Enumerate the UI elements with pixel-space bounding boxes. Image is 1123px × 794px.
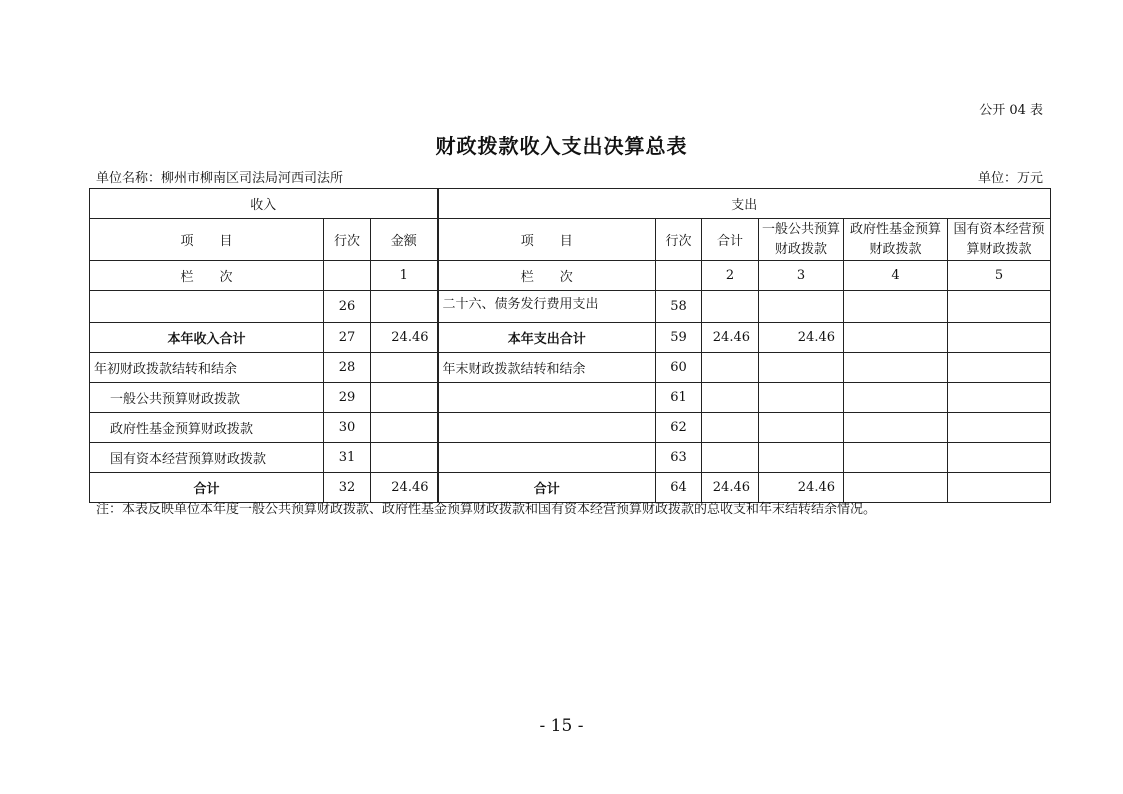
income-item: 一般公共预算财政拨款 <box>90 383 324 413</box>
income-item: 合计 <box>90 473 324 503</box>
income-item: 年初财政拨款结转和结余 <box>90 353 324 383</box>
income-row-no: 27 <box>324 323 371 353</box>
income-amount-header: 金额 <box>371 219 438 261</box>
income-item <box>90 291 324 323</box>
expense-gov-fund <box>844 413 948 443</box>
expense-general-budget <box>759 383 844 413</box>
income-amount: 24.46 <box>371 473 438 503</box>
expense-total: 24.46 <box>702 323 759 353</box>
expense-item: 本年支出合计 <box>438 323 656 353</box>
expense-row-no: 62 <box>656 413 702 443</box>
income-row-no: 30 <box>324 413 371 443</box>
expense-total-header: 合计 <box>702 219 759 261</box>
expense-total-index: 2 <box>702 261 759 291</box>
expense-column-index-label: 栏 次 <box>438 261 656 291</box>
expense-state-capital <box>948 383 1051 413</box>
income-row-no: 32 <box>324 473 371 503</box>
expense-item: 年末财政拨款结转和结余 <box>438 353 656 383</box>
general-budget-header: 一般公共预算财政拨款 <box>759 219 844 261</box>
expense-item: 二十六、债务发行费用支出 <box>438 291 656 323</box>
expense-total <box>702 443 759 473</box>
expense-row-no-index <box>656 261 702 291</box>
table-row <box>90 443 1051 473</box>
expense-item-header: 项 目 <box>438 219 656 261</box>
column-index-row <box>90 261 1051 291</box>
expense-state-capital <box>948 443 1051 473</box>
expense-total <box>702 413 759 443</box>
expense-row-no: 58 <box>656 291 702 323</box>
table-row <box>90 353 1051 383</box>
income-row-no-header: 行次 <box>324 219 371 261</box>
expense-general-budget <box>759 353 844 383</box>
income-row-no: 28 <box>324 353 371 383</box>
table-row <box>90 291 1051 323</box>
page-number: - 15 - <box>539 716 584 736</box>
expense-total <box>702 291 759 323</box>
column-header-row <box>90 219 1051 261</box>
income-row-no-index <box>324 261 371 291</box>
table-row <box>90 383 1051 413</box>
income-section-header: 收入 <box>90 189 438 219</box>
expense-general-budget: 24.46 <box>759 323 844 353</box>
income-amount <box>371 291 438 323</box>
state-capital-index: 5 <box>948 261 1051 291</box>
general-budget-index: 3 <box>759 261 844 291</box>
table-row <box>90 413 1051 443</box>
expense-total <box>702 383 759 413</box>
unit-name-label: 单位名称：柳州市柳南区司法局河西司法所 <box>96 171 344 186</box>
expense-state-capital <box>948 323 1051 353</box>
gov-fund-index: 4 <box>844 261 948 291</box>
expense-item <box>438 443 656 473</box>
expense-total: 24.46 <box>702 473 759 503</box>
expense-row-no: 64 <box>656 473 702 503</box>
expense-row-no: 59 <box>656 323 702 353</box>
expense-gov-fund <box>844 383 948 413</box>
budget-summary-table <box>89 188 1051 503</box>
expense-item <box>438 413 656 443</box>
income-column-index-label: 栏 次 <box>90 261 324 291</box>
income-amount <box>371 353 438 383</box>
income-amount-index: 1 <box>371 261 438 291</box>
income-item: 本年收入合计 <box>90 323 324 353</box>
gov-fund-header: 政府性基金预算财政拨款 <box>844 219 948 261</box>
form-number: 公开 04 表 <box>979 103 1043 118</box>
income-amount <box>371 413 438 443</box>
expense-gov-fund <box>844 353 948 383</box>
expense-row-no: 63 <box>656 443 702 473</box>
expense-gov-fund <box>844 291 948 323</box>
income-row-no: 29 <box>324 383 371 413</box>
expense-item: 合计 <box>438 473 656 503</box>
expense-row-no: 61 <box>656 383 702 413</box>
expense-state-capital <box>948 353 1051 383</box>
expense-state-capital <box>948 413 1051 443</box>
table-row <box>90 323 1051 353</box>
expense-total <box>702 353 759 383</box>
table-note: 注：本表反映单位本年度一般公共预算财政拨款、政府性基金预算财政拨款和国有资本经营预算财政拨款的总收支和年末结转结余情况。 <box>96 502 877 517</box>
expense-row-no: 60 <box>656 353 702 383</box>
expense-general-budget <box>759 443 844 473</box>
expense-general-budget <box>759 291 844 323</box>
expense-section-header: 支出 <box>438 189 1051 219</box>
income-row-no: 31 <box>324 443 371 473</box>
income-item: 政府性基金预算财政拨款 <box>90 413 324 443</box>
income-amount <box>371 443 438 473</box>
expense-item <box>438 383 656 413</box>
state-capital-header: 国有资本经营预算财政拨款 <box>948 219 1051 261</box>
expense-general-budget: 24.46 <box>759 473 844 503</box>
expense-row-no-header: 行次 <box>656 219 702 261</box>
currency-unit-label: 单位：万元 <box>977 171 1043 186</box>
page-title: 财政拨款收入支出决算总表 <box>435 134 688 158</box>
expense-general-budget <box>759 413 844 443</box>
income-amount <box>371 383 438 413</box>
expense-state-capital <box>948 291 1051 323</box>
expense-state-capital <box>948 473 1051 503</box>
income-row-no: 26 <box>324 291 371 323</box>
expense-gov-fund <box>844 323 948 353</box>
income-item-header: 项 目 <box>90 219 324 261</box>
income-amount: 24.46 <box>371 323 438 353</box>
section-header-row <box>90 189 1051 219</box>
income-item: 国有资本经营预算财政拨款 <box>90 443 324 473</box>
expense-gov-fund <box>844 443 948 473</box>
